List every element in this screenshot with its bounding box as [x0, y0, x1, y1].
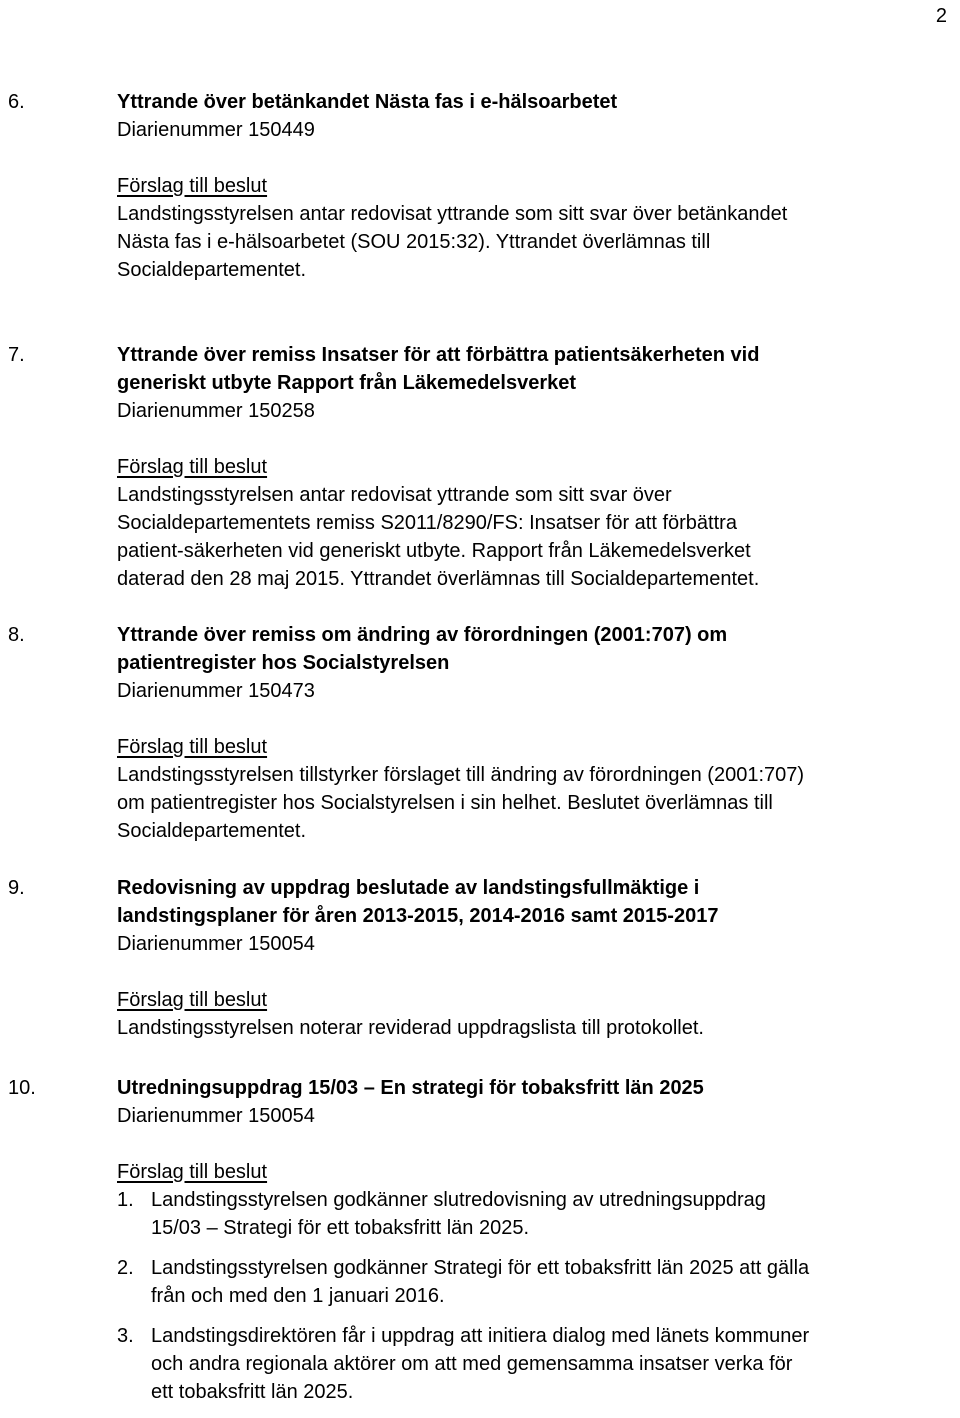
- proposal-text-line: Landstingsstyrelsen antar redovisat yttrande som sitt svar över: [117, 484, 672, 506]
- list-item-number: 1.: [117, 1189, 134, 1211]
- diarienummer: Diarienummer 150054: [117, 933, 315, 955]
- diarienummer: Diarienummer 150054: [117, 1105, 315, 1127]
- list-item-number: 2.: [117, 1257, 134, 1279]
- proposal-text-line: Landstingsstyrelsen antar redovisat yttrande som sitt svar över betänkandet: [117, 203, 788, 225]
- proposal-heading: Förslag till beslut: [117, 456, 268, 478]
- list-item-line: Landstingsstyrelsen godkänner Strategi för ett tobaksfritt län 2025 att gälla: [151, 1257, 810, 1279]
- item-body: [117, 88, 907, 284]
- item-title: landstingsplaner för åren 2013-2015, 2014-2016 samt 2015-2017: [117, 905, 719, 927]
- proposal-text-line: Socialdepartementets remiss S2011/8290/FS: Insatser för att förbättra: [117, 512, 737, 534]
- item-body: [117, 1074, 907, 1418]
- list-item-line: 15/03 – Strategi för ett tobaksfritt län 2025.: [151, 1217, 530, 1239]
- proposal-text-line: daterad den 28 maj 2015. Yttrandet överlämnas till Socialdepartementet.: [117, 568, 760, 590]
- item-number: 6.: [8, 91, 25, 113]
- proposal-text-line: Socialdepartementet.: [117, 820, 307, 842]
- item-title: Yttrande över remiss om ändring av förordningen (2001:707) om: [117, 624, 728, 646]
- item-number: 8.: [8, 624, 25, 646]
- proposal-text-line: Nästa fas i e-hälsoarbetet (SOU 2015:32). Yttrandet överlämnas till: [117, 231, 711, 253]
- item-title: patientregister hos Socialstyrelsen: [117, 652, 450, 674]
- item-title: Utredningsuppdrag 15/03 – En strategi för tobaksfritt län 2025: [117, 1077, 704, 1099]
- diarienummer: Diarienummer 150258: [117, 400, 315, 422]
- item-title: Yttrande över remiss Insatser för att förbättra patientsäkerheten vid: [117, 344, 760, 366]
- item-title: Redovisning av uppdrag beslutade av landstingsfullmäktige i: [117, 877, 700, 899]
- list-item-number: 3.: [117, 1325, 134, 1347]
- item-number: 10.: [8, 1077, 36, 1099]
- proposal-text-line: Landstingsstyrelsen tillstyrker förslaget till ändring av förordningen (2001:707): [117, 764, 805, 786]
- list-item-line: och andra regionala aktörer om att med gemensamma insatser verka för: [151, 1353, 793, 1375]
- page-number: 2: [935, 5, 947, 27]
- list-item: [117, 1254, 907, 1310]
- list-item-line: ett tobaksfritt län 2025.: [151, 1381, 354, 1403]
- diarienummer: Diarienummer 150473: [117, 680, 315, 702]
- item-body: [117, 874, 907, 1042]
- item-title: Yttrande över betänkandet Nästa fas i e-hälsoarbetet: [117, 91, 618, 113]
- list-item-line: från och med den 1 januari 2016.: [151, 1285, 445, 1307]
- item-body: [117, 621, 907, 845]
- item-number: 7.: [8, 344, 25, 366]
- proposal-text-line: Landstingsstyrelsen noterar reviderad uppdragslista till protokollet.: [117, 1017, 704, 1039]
- list-item: [117, 1186, 907, 1242]
- list-item-line: Landstingsstyrelsen godkänner slutredovisning av utredningsuppdrag: [151, 1189, 766, 1211]
- proposal-heading: Förslag till beslut: [117, 989, 268, 1011]
- diarienummer: Diarienummer 150449: [117, 119, 315, 141]
- proposal-heading: Förslag till beslut: [117, 736, 268, 758]
- list-item-line: Landstingsdirektören får i uppdrag att initiera dialog med länets kommuner: [151, 1325, 810, 1347]
- proposal-heading: Förslag till beslut: [117, 1161, 268, 1183]
- proposal-numbered-list: [117, 1186, 907, 1406]
- proposal-text-line: om patientregister hos Socialstyrelsen i sin helhet. Beslutet överlämnas till: [117, 792, 773, 814]
- item-number: 9.: [8, 877, 25, 899]
- proposal-text-line: patient-säkerheten vid generiskt utbyte. Rapport från Läkemedelsverket: [117, 540, 751, 562]
- list-item: [117, 1322, 907, 1406]
- item-title: generiskt utbyte Rapport från Läkemedelsverket: [117, 372, 577, 394]
- item-body: [117, 341, 907, 593]
- proposal-text-line: Socialdepartementet.: [117, 259, 307, 281]
- proposal-heading: Förslag till beslut: [117, 175, 268, 197]
